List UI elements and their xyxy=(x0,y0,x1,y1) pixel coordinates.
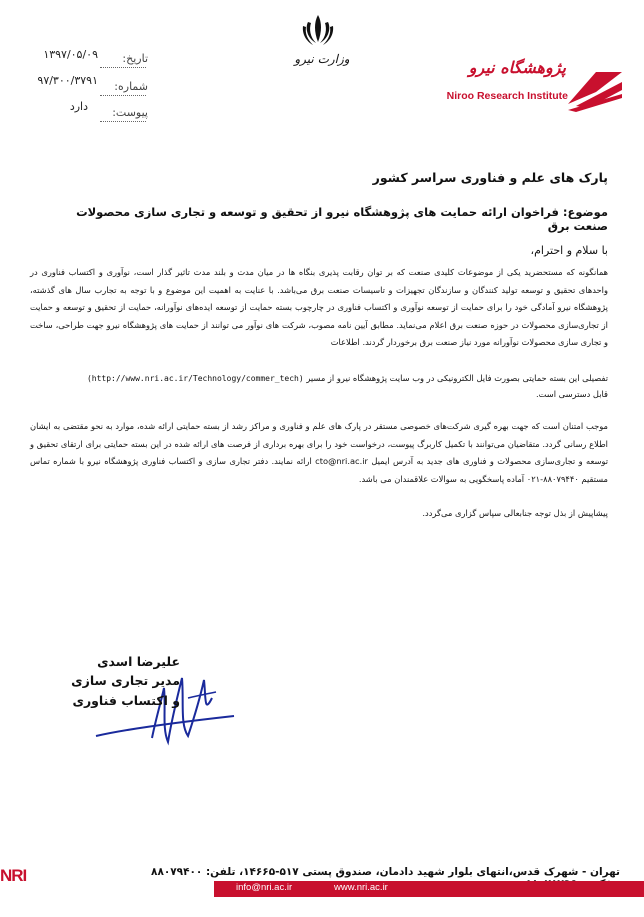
footer-nri-logo: NRI xyxy=(0,866,27,885)
signatory-title-2: و اکتساب فناوری xyxy=(72,693,180,708)
url-line xyxy=(30,370,608,387)
url-tail: قابل دسترسی است. xyxy=(536,389,608,399)
signatory-title: مدیر تجاری سازی xyxy=(71,673,180,688)
attachment-label: پیوست: xyxy=(112,106,148,119)
url-line-text: تفصیلی این بسته حمایتی بصورت فایل الکترونیکی در وب سایت پژوهشگاه نیرو از مسیر xyxy=(306,373,608,383)
footer-email[interactable]: info@nri.ac.ir xyxy=(236,882,293,893)
date-label: تاریخ: xyxy=(122,52,148,65)
footer-website[interactable]: www.nri.ac.ir xyxy=(334,882,388,893)
recipient: پارک های علم و فناوری سراسر کشور xyxy=(372,170,608,185)
signatory-name: علیرضا اسدی xyxy=(97,654,180,669)
institute-name-en: Niroo Research Institute xyxy=(446,90,568,102)
date-dotted-line xyxy=(100,66,146,68)
number-label: شماره: xyxy=(114,80,148,93)
date-value: ۱۳۹۷/۰۵/۰۹ xyxy=(43,48,98,61)
greeting: با سلام و احترام، xyxy=(530,244,608,257)
iran-emblem-icon xyxy=(300,12,336,48)
closing-line: پیشاپیش از بذل توجه جنابعالی سپاس گزاری می‌گردد. xyxy=(422,508,608,518)
body-paragraph-1: همانگونه که مستحضرید یکی از موضوعات کلیدی صنعت که بر توان رقابت پذیری بنگاه ها در میان مدت و بلند مدت تاثیر گذار است، نوآوری و اکتساب فناوری در واحدهای تحقیق و توسعه تولید کنندگان و سازندگان تجهیزات و تاسیسات صنعت برق می‌باشد. با عنایت به اهمیت این موضوع و با توجه به تجارب سال های گذشته، پژوهشگاه نیرو آمادگی خود را برای حمایت از توسعه نوآوری و اکتساب فناوری در چارچوب بسته حمایت از توسعه ایده‌های نوآورانه، حمایت از تحقیق و توسعه و حمایت از تجاری‌سازی محصولات در حوزه صنعت برق اعلام می‌نماید. مطابق آیین نامه مصوب، شرکت های نوآور می توانند از حمایت های پژوهشگاه نیرو جهت طراحی، ساخت و تجاری سازی محصولات نوآورانه مورد نیاز صنعت برق برخوردار گردند. اطلاعات xyxy=(30,267,608,347)
institute-name-fa: پژوهشگاه نیرو xyxy=(468,58,566,77)
subject-line: موضوع: فراخوان ارائه حمایت های پژوهشگاه نیرو از تحقیق و توسعه و تجاری سازی محصولات صنعت برق xyxy=(76,205,608,233)
footer-address: تهران - شهرک قدس،انتهای بلوار شهید دادمان، صندوق پستی ۵۱۷-۱۴۶۶۵، تلفن: ۸۸۰۷۹۴۰۰ xyxy=(151,866,620,878)
technology-link[interactable]: (http://www.nri.ac.ir/Technology/commer_tech) xyxy=(86,374,304,383)
attachment-value: دارد xyxy=(69,100,88,113)
body-paragraph-2: موجب امتنان است که جهت بهره گیری شرکت‌های خصوصی مستقر در پارک های علم و فناوری و مراکز رشد از بسته حمایتی ارائه شده، موارد به نحو مقتضی به ایشان اطلاع رسانی گردد. متقاضیان می‌توانند با تکمیل کاربرگ پیوست، درخواست خود را برای بهره برداری از فرصت های ارائه شده در این بسته حمایتی برای ارتقای تحقیق و توسعه و تجاری‌سازی محصولات و فناوری های جدید به آدرس ایمیل cto@nri.ac.ir ارائه نمایند. دفتر تجاری سازی و اکتساب فناوری پژوهشگاه نیرو با شماره تماس مستقیم ۸۸۰۷۹۴۴۰-۰۲۱ آماده پاسخگویی به سوالات علاقمندان می باشد. xyxy=(30,421,609,484)
number-value: ۹۷/۳۰۰/۳۷۹۱ xyxy=(37,74,98,87)
ministry-name: وزارت نیرو xyxy=(294,52,350,66)
number-dotted-line xyxy=(100,94,146,96)
attachment-dotted-line xyxy=(100,120,146,122)
nri-arrow-logo-icon xyxy=(566,66,624,112)
